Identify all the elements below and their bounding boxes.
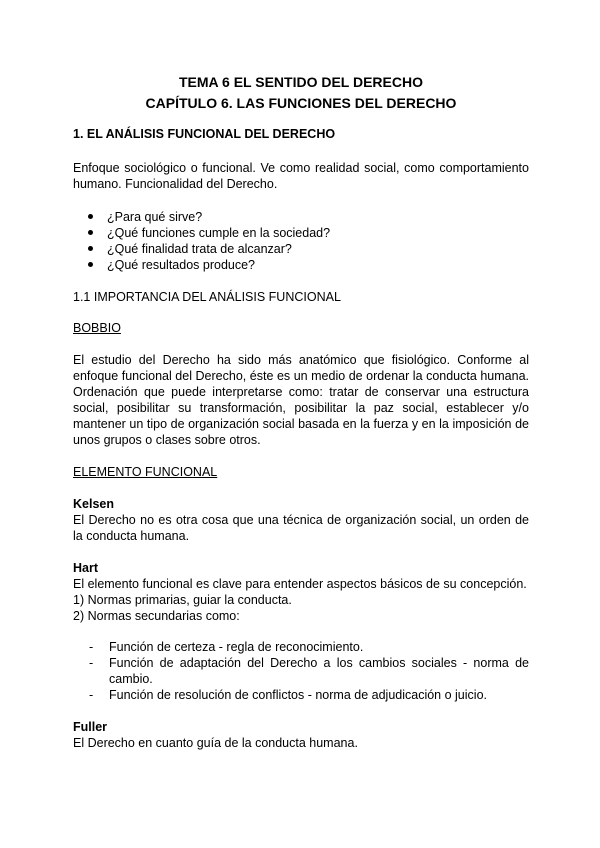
bullet-icon	[88, 214, 93, 219]
dash-icon: -	[89, 640, 94, 654]
dash-icon: -	[89, 688, 94, 702]
list-item-text: ¿Qué resultados produce?	[107, 258, 256, 272]
list-item-text: ¿Qué funciones cumple en la sociedad?	[107, 226, 331, 240]
hart-line-3: 2) Normas secundarias como:	[73, 609, 240, 623]
section-1-heading: 1. EL ANÁLISIS FUNCIONAL DEL DERECHO	[73, 127, 336, 141]
bobbio-text: El estudio del Derecho ha sido más anatómico que fisiológico. Conforme al enfoque funcional del Derecho, éste es un medio de ordenar la conducta humana. Ordenación que puede interpretarse como: tratar de conservar una estructura social, posibilitar su transformación, posibilitar la paz social, establecer y/o mantener un tipo de organización social basada en la fuerza y en la imposición de unos grupos o clases sobre otros.	[73, 353, 529, 447]
section-1-intro: Enfoque sociológico o funcional. Ve como realidad social, como comportamiento humano. Funcionalidad del Derecho.	[73, 161, 529, 191]
fuller-text: El Derecho en cuanto guía de la conducta humana.	[73, 736, 358, 750]
title-line-1: TEMA 6 EL SENTIDO DEL DERECHO	[179, 74, 423, 90]
hart-functions-list	[73, 639, 529, 703]
list-item-text: ¿Para qué sirve?	[107, 210, 203, 224]
hart-line-1: El elemento funcional es clave para entender aspectos básicos de su concepción.	[73, 577, 527, 591]
bullet-icon	[88, 246, 93, 251]
list-item	[73, 687, 529, 703]
section-1-1-heading: 1.1 IMPORTANCIA DEL ANÁLISIS FUNCIONAL	[73, 290, 341, 304]
document-title	[73, 72, 529, 114]
list-item	[73, 639, 529, 655]
bobbio-label: BOBBIO	[73, 321, 121, 335]
hart-line-2: 1) Normas primarias, guiar la conducta.	[73, 593, 292, 607]
kelsen-text: El Derecho no es otra cosa que una técnica de organización social, un orden de la conducta humana.	[73, 513, 529, 543]
bullet-icon	[88, 230, 93, 235]
question-list	[73, 209, 529, 273]
hart-heading: Hart	[73, 561, 99, 575]
elemento-funcional-label: ELEMENTO FUNCIONAL	[73, 465, 218, 479]
kelsen-heading: Kelsen	[73, 497, 114, 511]
list-item-text: ¿Qué finalidad trata de alcanzar?	[107, 242, 292, 256]
list-item	[73, 257, 529, 273]
fuller-heading: Fuller	[73, 720, 108, 734]
list-item	[73, 241, 529, 257]
dash-icon: -	[89, 656, 94, 670]
list-item	[73, 209, 529, 225]
list-item-text: Función de certeza - regla de reconocimiento.	[109, 640, 364, 654]
list-item-text: Función de resolución de conflictos - norma de adjudicación o juicio.	[109, 688, 487, 702]
list-item	[73, 655, 529, 687]
bullet-icon	[88, 262, 93, 267]
title-line-2: CAPÍTULO 6. LAS FUNCIONES DEL DERECHO	[145, 95, 457, 111]
list-item-text: Función de adaptación del Derecho a los cambios sociales - norma de cambio.	[109, 656, 529, 686]
list-item	[73, 225, 529, 241]
